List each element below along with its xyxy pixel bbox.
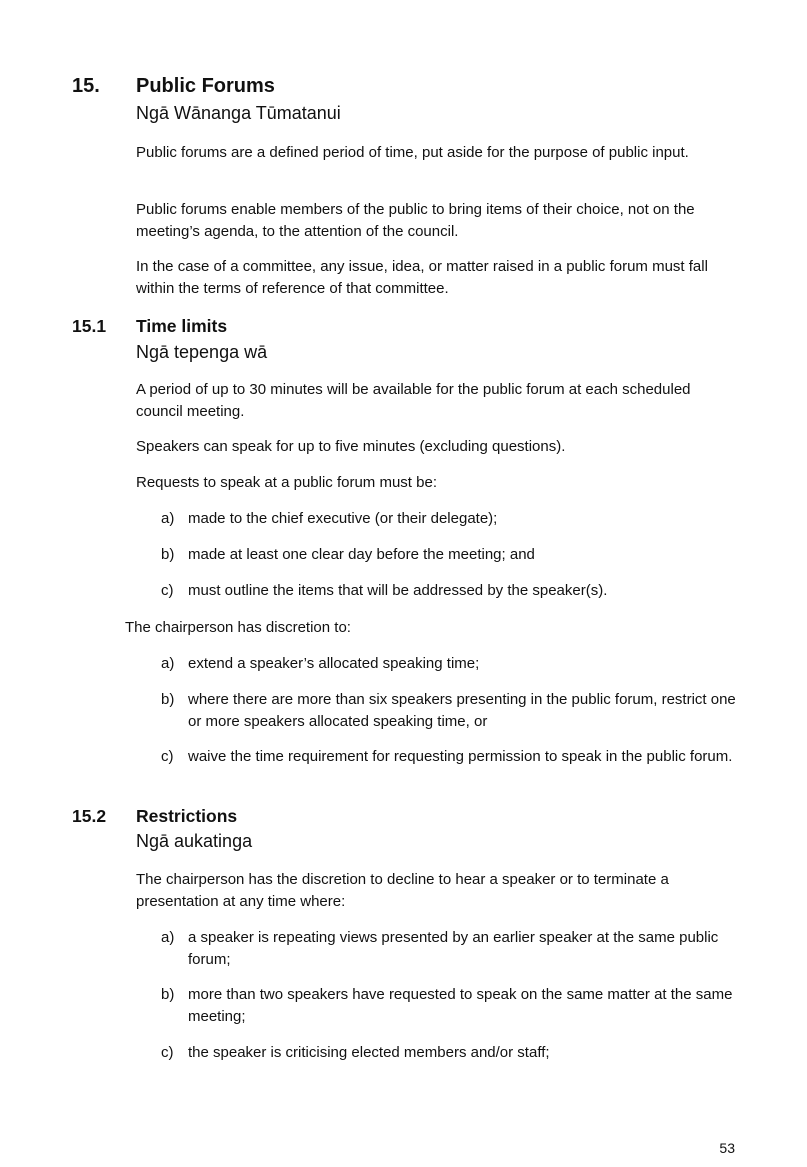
list-item-text: made at least one clear day before the meeting; and	[188, 546, 535, 563]
list-item-label: c)	[161, 1044, 174, 1061]
list-item-text: made to the chief executive (or their delegate);	[188, 510, 498, 527]
page-number: 53	[719, 1140, 735, 1156]
list-item	[161, 927, 741, 970]
list-item-label: a)	[161, 510, 175, 527]
list-item	[161, 544, 741, 566]
list-item	[161, 689, 741, 732]
list-item-text: where there are more than six speakers presenting in the public forum, restrict one or more speakers allocated speaking time, or	[188, 691, 736, 730]
list-item-text: a speaker is repeating views presented by an earlier speaker at the same public forum;	[188, 929, 719, 968]
subsection-number: 15.2	[72, 806, 107, 826]
section-title: Public Forums	[136, 75, 275, 97]
list-item-text: the speaker is criticising elected members and/or staff;	[188, 1044, 550, 1061]
subsection-title: Restrictions	[136, 806, 238, 826]
list-item	[161, 1042, 741, 1064]
section-number: 15.	[72, 75, 100, 97]
subsection-title: Time limits	[136, 316, 228, 336]
list-item-text: more than two speakers have requested to speak on the same matter at the same meeting;	[188, 986, 733, 1025]
list-item	[161, 984, 741, 1027]
list-item-label: c)	[161, 582, 174, 599]
list-item-label: b)	[161, 546, 175, 563]
paragraph: Public forums enable members of the public to bring items of their choice, not on the meeting’s agenda, to the attention of the council.	[136, 201, 695, 240]
list-item-text: waive the time requirement for requesting permission to speak in the public forum.	[188, 748, 733, 765]
paragraph: The chairperson has the discretion to decline to hear a speaker or to terminate a presentation at any time where:	[136, 871, 669, 910]
subsection-maori-title: Ngā tepenga wā	[136, 342, 268, 362]
list-item	[161, 580, 741, 602]
section-maori-title: Ngā Wānanga Tūmatanui	[136, 103, 341, 123]
paragraph: Requests to speak at a public forum must be:	[136, 474, 437, 491]
list-item	[161, 746, 741, 768]
subsection-number: 15.1	[72, 316, 107, 336]
paragraph: In the case of a committee, any issue, idea, or matter raised in a public forum must fall within the terms of reference of that committee.	[136, 258, 708, 297]
list-item-label: b)	[161, 691, 175, 708]
paragraph: Public forums are a defined period of time, put aside for the purpose of public input.	[136, 144, 689, 161]
list-item-label: b)	[161, 986, 175, 1003]
list-item-label: a)	[161, 929, 175, 946]
list-item	[161, 653, 741, 675]
list-item-label: c)	[161, 748, 174, 765]
subsection-maori-title: Ngā aukatinga	[136, 831, 253, 851]
list-item-text: must outline the items that will be addressed by the speaker(s).	[188, 582, 608, 599]
list-item-text: extend a speaker’s allocated speaking time;	[188, 655, 480, 672]
list-item	[161, 508, 741, 530]
paragraph: Speakers can speak for up to five minutes (excluding questions).	[136, 438, 566, 455]
paragraph: The chairperson has discretion to:	[125, 619, 351, 636]
list-item-label: a)	[161, 655, 175, 672]
paragraph: A period of up to 30 minutes will be available for the public forum at each scheduled council meeting.	[136, 381, 691, 420]
